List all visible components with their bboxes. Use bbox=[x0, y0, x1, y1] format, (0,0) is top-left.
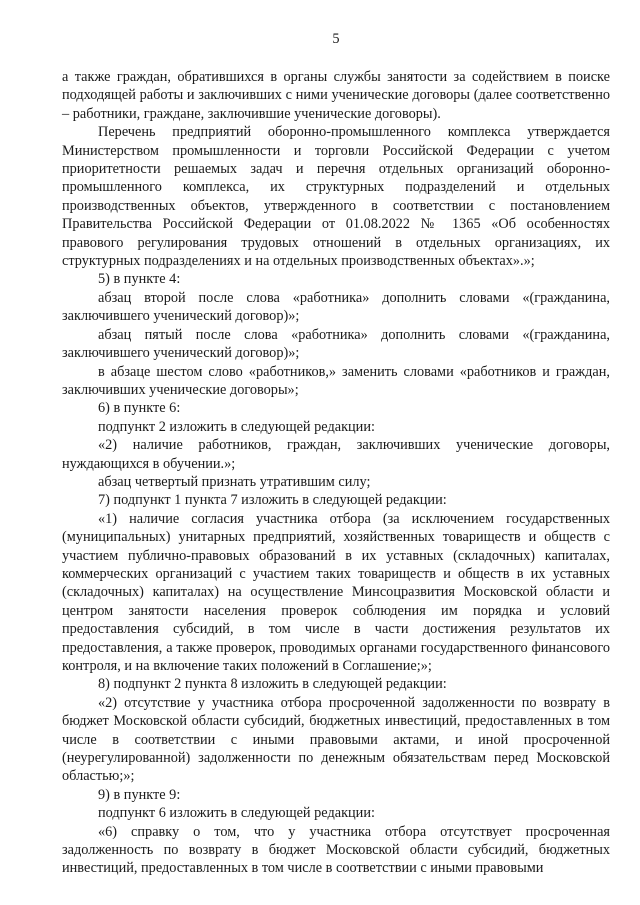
paragraph-item-7: 7) подпункт 1 пункта 7 изложить в следующей редакции: bbox=[98, 492, 447, 509]
paragraph-item-6-sub2-intro: подпункт 2 изложить в следующей редакции: bbox=[98, 418, 375, 435]
paragraph-item-7-text: «1) наличие согласия участника отбора (за исключением государственных (муниципальных) унитарных предприятий, хозяйственных товариществ и обществ с участием публично-правовых образований в их уставных (складочных) капиталах, коммерческих организаций с участием таких товариществ и обществ в их уставных (складочных) капиталах) на осуществление Минсоцразвития Московской области и центром занятости населения проверок соблюдения им порядка и условий предоставления субсидий, в том числе в части достижения результатов их предоставления, а также проверок, проводимых органами государственного финансового контроля, и на включение таких положений в Соглашение;»; bbox=[62, 510, 610, 674]
paragraph-item-5: 5) в пункте 4: bbox=[98, 271, 181, 288]
paragraph-item-5-abz6: в абзаце шестом слово «работников,» заменить словами «работников и граждан, заключивших ученические договоры»; bbox=[62, 363, 610, 398]
paragraph-item-8-text: «2) отсутствие у участника отбора просроченной задолженности по возврату в бюджет Московской области субсидий, бюджетных инвестиций, предоставленных в том числе в соответствии с иными правовыми актами, и иной просроченной (неурегулированной) задолженности по денежным обязательствам перед Московской областью;»; bbox=[62, 694, 610, 785]
paragraph-item-6-abz4: абзац четвертый признать утратившим силу; bbox=[98, 473, 371, 490]
paragraph-item-9-sub6-text: «6) справку о том, что у участника отбора отсутствует просроченная задолженность по возврату в бюджет Московской области субсидий, бюджетных инвестиций, предоставленных в том числе в соответствии с иными правовыми bbox=[62, 823, 610, 877]
paragraph-item-6-sub2-text: «2) наличие работников, граждан, заключивших ученические договоры, нуждающихся в обучении.»; bbox=[62, 437, 610, 472]
paragraph-item-5-abz5: абзац пятый после слова «работника» дополнить словами «(гражданина, заключившего ученический договор)»; bbox=[62, 326, 610, 362]
paragraph-item-9-sub6-intro: подпункт 6 изложить в следующей редакции: bbox=[98, 805, 375, 822]
paragraph-continuation: а также граждан, обратившихся в органы службы занятости за содействием в поиске подходящей работы и заключивших с ними ученические договоры (далее соответственно – работники, граждане, заключившие ученические договоры). bbox=[62, 69, 610, 122]
document-page bbox=[62, 30, 610, 878]
paragraph-item-9: 9) в пункте 9: bbox=[98, 786, 181, 803]
page-number: 5 bbox=[332, 31, 340, 47]
paragraph-item-5-abz2: абзац второй после слова «работника» дополнить словами «(гражданина, заключившего ученический договор)»; bbox=[62, 289, 610, 325]
paragraph-item-8: 8) подпункт 2 пункта 8 изложить в следующей редакции: bbox=[98, 676, 447, 693]
paragraph-enterprise-list: Перечень предприятий оборонно-промышленного комплекса утверждается Министерством промышленности и торговли Российской Федерации с учетом приоритетности решаемых задач и перечня отдельных организаций оборонно-промышленного комплекса, их структурных подразделений и отдельных производственных объектов, утвержденного в соответствии с постановлением Правительства Российской Федерации от 01.08.2022 № 1365 «Об особенностях правового регулирования трудовых отношений в отдельных организациях, их структурных подразделениях и на отдельных производственных объектах».»; bbox=[62, 124, 610, 270]
paragraph-item-6: 6) в пункте 6: bbox=[98, 400, 181, 417]
